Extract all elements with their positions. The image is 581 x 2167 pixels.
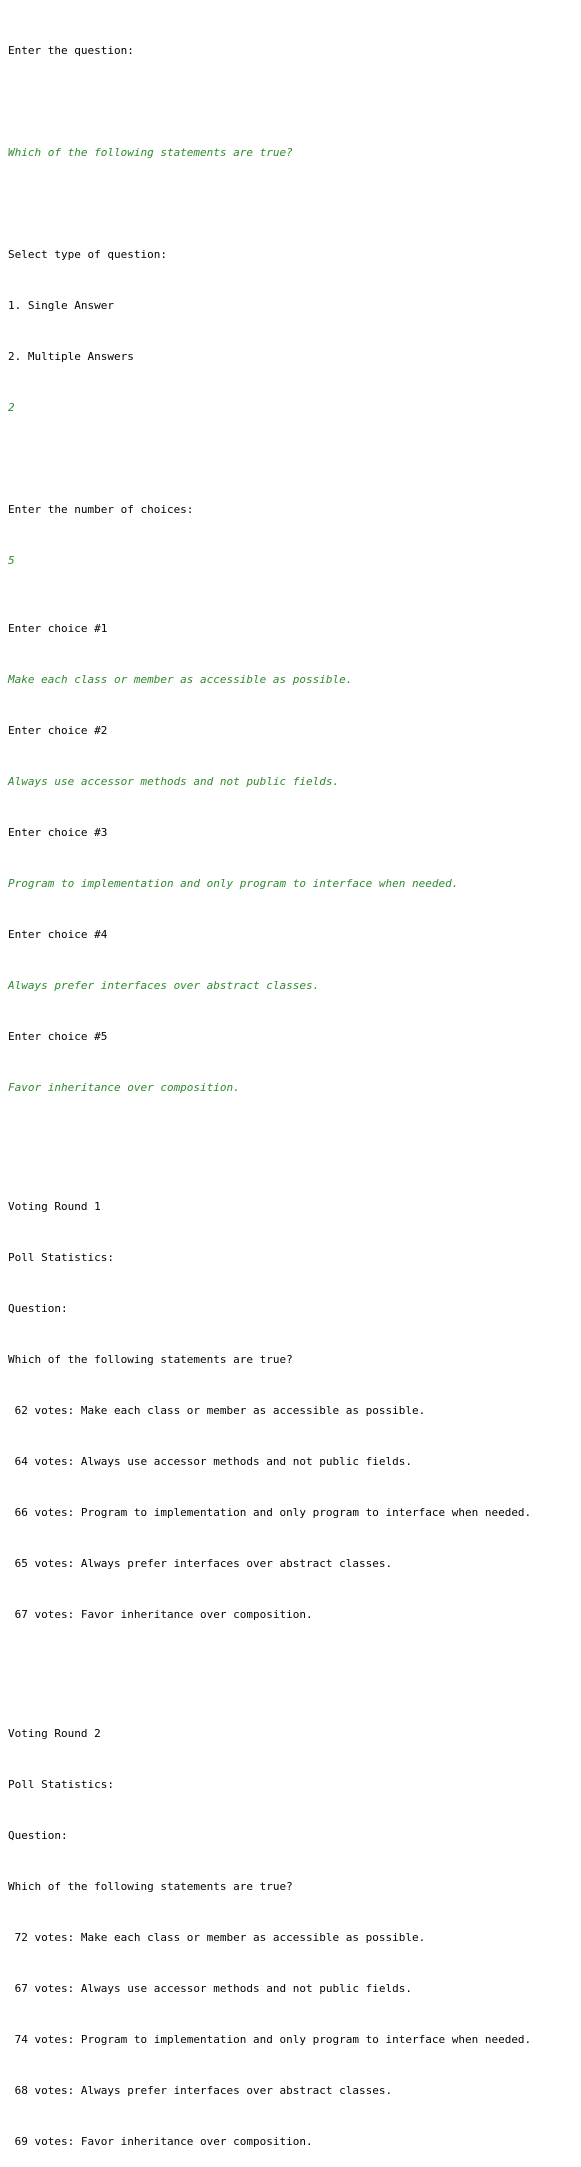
round-2-result: 74 votes: Program to implementation and only program to interface when needed.	[8, 2033, 532, 2046]
blank-line	[8, 1147, 581, 1164]
blank-line	[8, 1674, 581, 1691]
blank-line	[8, 450, 581, 467]
count-prompt: Enter the number of choices:	[8, 503, 194, 516]
round-1-result: 67 votes: Favor inheritance over composition.	[8, 1608, 313, 1621]
choice-prompt-1: Enter choice #1	[8, 622, 108, 635]
question-input: Which of the following statements are true?	[8, 146, 293, 159]
choice-prompt-4: Enter choice #4	[8, 928, 108, 941]
round-2-stats-label: Poll Statistics:	[8, 1778, 114, 1791]
choice-prompt-2: Enter choice #2	[8, 724, 108, 737]
round-1-question: Which of the following statements are true?	[8, 1353, 293, 1366]
round-1-result: 66 votes: Program to implementation and only program to interface when needed.	[8, 1506, 532, 1519]
choice-input-2: Always use accessor methods and not public fields.	[8, 775, 340, 788]
count-input: 5	[8, 554, 15, 567]
type-option-single: 1. Single Answer	[8, 299, 114, 312]
choice-input-4: Always prefer interfaces over abstract classes.	[8, 979, 320, 992]
type-option-multiple: 2. Multiple Answers	[8, 350, 134, 363]
round-1-result: 62 votes: Make each class or member as accessible as possible.	[8, 1404, 426, 1417]
round-1-result: 65 votes: Always prefer interfaces over abstract classes.	[8, 1557, 393, 1570]
round-1-title: Voting Round 1	[8, 1200, 101, 1213]
choice-prompt-3: Enter choice #3	[8, 826, 108, 839]
blank-line	[8, 195, 581, 212]
round-2-result: 67 votes: Always use accessor methods and not public fields.	[8, 1982, 412, 1995]
type-prompt: Select type of question:	[8, 248, 167, 261]
round-1-stats-label: Poll Statistics:	[8, 1251, 114, 1264]
round-2-result: 69 votes: Favor inheritance over composition.	[8, 2135, 313, 2148]
choice-prompt-5: Enter choice #5	[8, 1030, 108, 1043]
round-1-question-label: Question:	[8, 1302, 68, 1315]
round-2-question: Which of the following statements are true?	[8, 1880, 293, 1893]
type-input: 2	[8, 401, 15, 414]
round-1-result: 64 votes: Always use accessor methods and not public fields.	[8, 1455, 412, 1468]
round-2-result: 72 votes: Make each class or member as accessible as possible.	[8, 1931, 426, 1944]
choice-input-5: Favor inheritance over composition.	[8, 1081, 240, 1094]
question-prompt: Enter the question:	[8, 44, 134, 57]
round-2-title: Voting Round 2	[8, 1727, 101, 1740]
blank-line	[8, 93, 581, 110]
round-2-question-label: Question:	[8, 1829, 68, 1842]
round-2-result: 68 votes: Always prefer interfaces over abstract classes.	[8, 2084, 393, 2097]
choice-input-3: Program to implementation and only program to interface when needed.	[8, 877, 459, 890]
choice-input-1: Make each class or member as accessible as possible.	[8, 673, 353, 686]
